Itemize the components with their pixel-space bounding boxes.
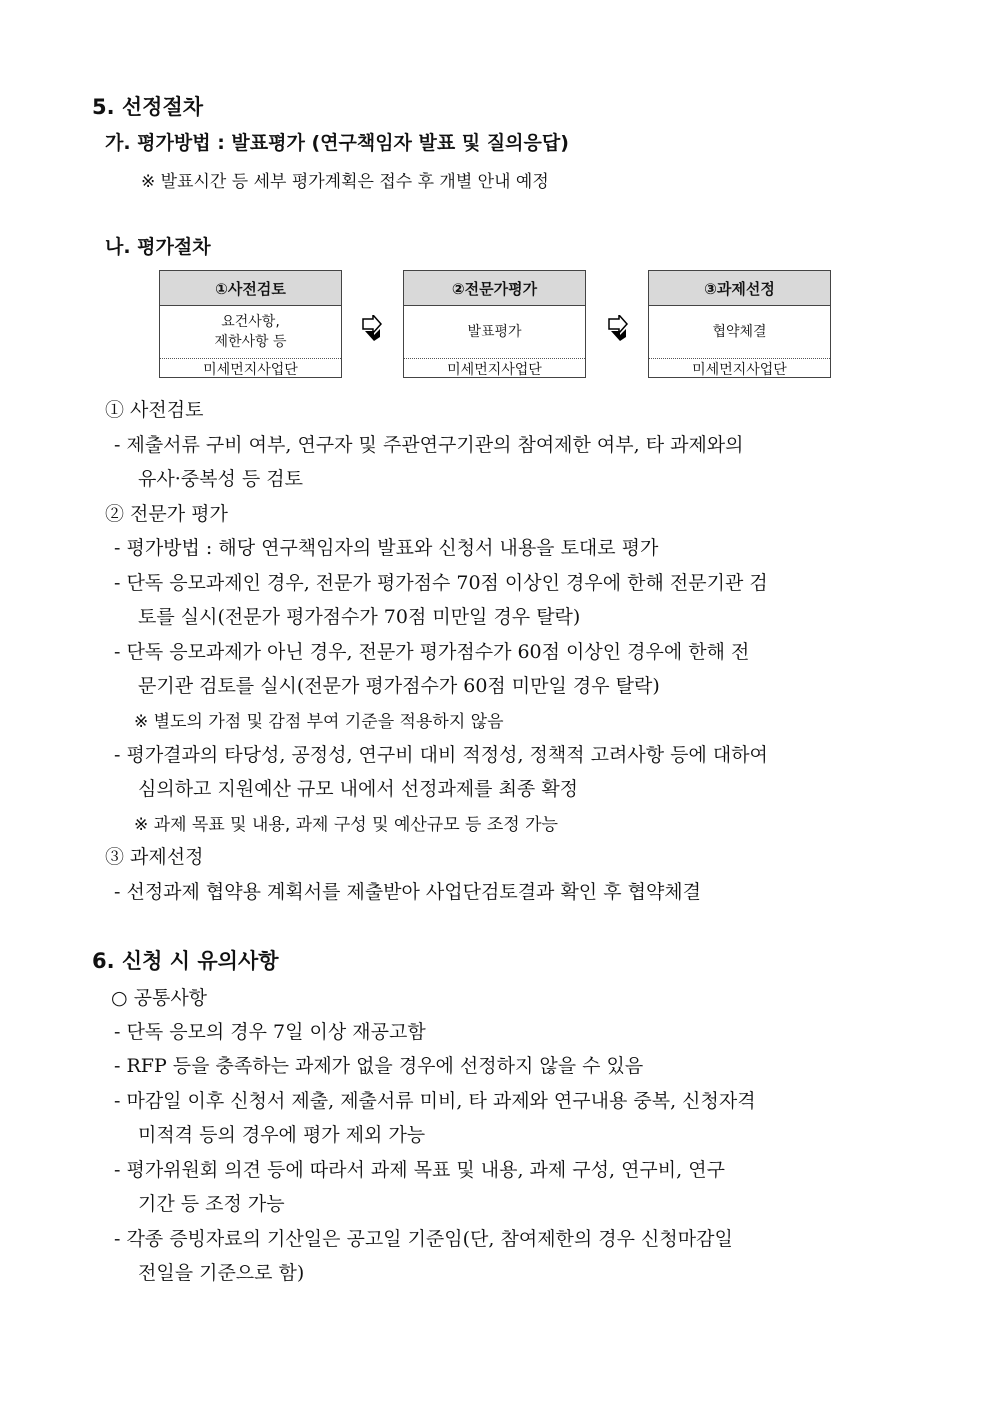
step1-title: ① 사전검토 [105, 399, 204, 421]
flow-arrow-icon [606, 315, 628, 341]
eval-method-title: 가. 평가방법 : 발표평가 (연구책임자 발표 및 질의응답) [105, 132, 569, 154]
flow-box-selection [648, 270, 831, 378]
flow-box-body [160, 306, 341, 359]
step2-item-single: - 단독 응모과제인 경우, 전문가 평가점수 70점 이상인 경우에 한해 전문기관 검 [114, 572, 768, 594]
step2-item-review-cont: 심의하고 지원예산 규모 내에서 선정과제를 최종 확정 [138, 778, 579, 800]
eval-procedure-title: 나. 평가절차 [105, 236, 211, 258]
notice-item-cont: 기간 등 조정 가능 [138, 1193, 285, 1215]
flow-arrow-icon [360, 315, 382, 341]
flow-box-body-line: 협약체결 [712, 324, 767, 340]
step2-note-bonus: ※ 별도의 가점 및 감점 부여 기준을 적용하지 않음 [134, 712, 504, 732]
flow-box-body [404, 306, 585, 359]
flow-box-header: ③과제선정 [649, 271, 830, 306]
step3-title: ③ 과제선정 [105, 846, 204, 868]
flow-box-footer: 미세먼지사업단 [447, 362, 542, 378]
flow-box-header: ②전문가평가 [404, 271, 585, 306]
eval-method-note: ※ 발표시간 등 세부 평가계획은 접수 후 개별 안내 예정 [141, 172, 549, 192]
line-text: - 제출서류 구비 여부, 연구자 및 주관연구기관의 참여제한 여부, 타 과제와의 [114, 434, 744, 456]
step1-item [114, 430, 894, 457]
flow-box-expert-review [403, 270, 586, 378]
notice-item: - 마감일 이후 신청서 제출, 제출서류 미비, 타 과제와 연구내용 중복, 신청자격 [114, 1090, 756, 1112]
notice-item: - RFP 등을 충족하는 과제가 없을 경우에 선정하지 않을 수 있음 [114, 1055, 644, 1077]
section5-heading: 5. 선정절차 [92, 95, 204, 119]
flow-box-header: ①사전검토 [160, 271, 341, 306]
notice-item-cont: 전일을 기준으로 함) [138, 1262, 305, 1284]
flow-box-pre-review [159, 270, 342, 378]
common-items-title: ○ 공통사항 [111, 987, 208, 1009]
notice-item-cont: 미적격 등의 경우에 평가 제외 가능 [138, 1124, 426, 1146]
step2-item-multi: - 단독 응모과제가 아닌 경우, 전문가 평가점수가 60점 이상인 경우에 한해 전 [114, 641, 750, 663]
step2-item-single-cont: 토를 실시(전문가 평가점수가 70점 미만일 경우 탈락) [138, 606, 581, 628]
notice-item: - 단독 응모의 경우 7일 이상 재공고함 [114, 1021, 426, 1043]
flow-box-footer: 미세먼지사업단 [203, 362, 298, 378]
notice-item: - 각종 증빙자료의 기산일은 공고일 기준임(단, 참여제한의 경우 신청마감일 [114, 1228, 733, 1250]
flow-box-body-line: 제한사항 등 [214, 334, 287, 350]
notice-item: - 평가위원회 의견 등에 따라서 과제 목표 및 내용, 과제 구성, 연구비, 연구 [114, 1159, 725, 1181]
step2-note-adjust: ※ 과제 목표 및 내용, 과제 구성 및 예산규모 등 조정 가능 [134, 815, 558, 835]
flow-box-footer: 미세먼지사업단 [692, 362, 787, 378]
section6-heading: 6. 신청 시 유의사항 [92, 949, 279, 973]
step2-item-method: - 평가방법 : 해당 연구책임자의 발표와 신청서 내용을 토대로 평가 [114, 537, 659, 559]
flow-box-body-line: 요건사항, [221, 314, 280, 330]
step2-item-review: - 평가결과의 타당성, 공정성, 연구비 대비 적정성, 정책적 고려사항 등에 대하여 [114, 744, 768, 766]
flow-box-body-line: 발표평가 [467, 324, 522, 340]
step1-item-cont: 유사·중복성 등 검토 [138, 468, 303, 490]
step2-title: ② 전문가 평가 [105, 503, 228, 525]
flow-box-body [649, 306, 830, 359]
step3-item: - 선정과제 협약용 계획서를 제출받아 사업단검토결과 확인 후 협약체결 [114, 881, 702, 903]
step2-item-multi-cont: 문기관 검토를 실시(전문가 평가점수가 60점 미만일 경우 탈락) [138, 675, 660, 697]
